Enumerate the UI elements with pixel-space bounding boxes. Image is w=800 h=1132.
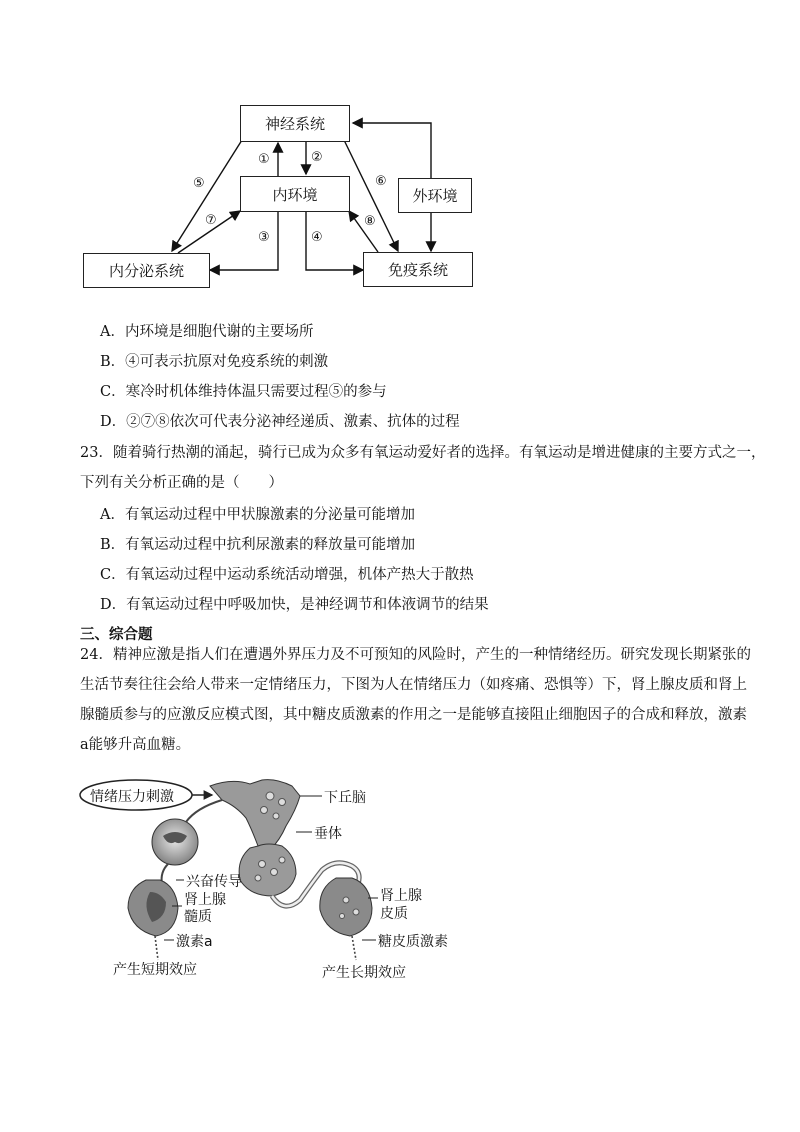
q23-stem-line1: 23．随着骑行热潮的涌起，骑行已成为众多有氧运动爱好者的选择。有氧运动是增进健康的主要方式之一，	[80, 445, 766, 461]
q24-line1: 24．精神应激是指人们在遭遇外界压力及不可预知的风险时，产生的一种情绪经历。研究发现长期紧张的	[80, 647, 751, 663]
q23-option-a: A．有氧运动过程中甲状腺激素的分泌量可能增加	[100, 507, 415, 523]
q23-option-c: C．有氧运动过程中运动系统活动增强，机体产热大于散热	[100, 567, 474, 583]
glucocorticoid-label: 糖皮质激素	[378, 934, 448, 950]
q22-option-d: D．②⑦⑧依次可代表分泌神经递质、激素、抗体的过程	[100, 414, 460, 430]
q24-line3: 腺髓质参与的应激反应模式图，其中糖皮质激素的作用之一是能够直接阻止细胞因子的合成和释放，激素	[80, 707, 747, 723]
cortex-label-line1: 肾上腺	[380, 888, 422, 904]
node-nervous-system: 神经系统	[240, 105, 350, 142]
label-4: ④	[311, 230, 323, 245]
node-immune-system: 免疫系统	[363, 252, 473, 287]
q22-option-c: C．寒冷时机体维持体温只需要过程⑤的参与	[100, 384, 387, 400]
label-7: ⑦	[205, 213, 217, 228]
stimulus-label: 情绪压力刺激	[90, 789, 174, 805]
short-effect-label: 产生短期效应	[113, 962, 197, 978]
label-2: ②	[311, 150, 323, 165]
label-1: ①	[258, 152, 270, 167]
label-8: ⑧	[364, 214, 376, 229]
label-3: ③	[258, 230, 270, 245]
pituitary-label: 垂体	[314, 826, 342, 842]
node-internal-environment: 内环境	[240, 176, 350, 212]
node-external-environment: 外环境	[398, 178, 472, 213]
medulla-label-line2: 髓质	[184, 909, 212, 925]
q22-option-a: A．内环境是细胞代谢的主要场所	[100, 324, 314, 340]
q24-line2: 生活节奏往往会给人带来一定情绪压力，下图为人在情绪压力（如疼痛、恐惧等）下，肾上腺皮质和肾上	[80, 677, 747, 693]
hormone-a-label: 激素a	[176, 934, 213, 950]
hypothalamus-label: 下丘脑	[324, 790, 366, 806]
medulla-label-line1: 肾上腺	[184, 892, 226, 908]
long-effect-label: 产生长期效应	[322, 965, 406, 981]
node-endocrine-system: 内分泌系统	[83, 253, 210, 288]
section-title: 三、综合题	[80, 627, 153, 643]
cortex-label-line2: 皮质	[380, 906, 408, 922]
q24-line4: a能够升高血糖。	[80, 737, 191, 753]
label-6: ⑥	[375, 174, 387, 189]
q23-option-d: D．有氧运动过程中呼吸加快，是神经调节和体液调节的结果	[100, 597, 489, 613]
q22-option-b: B．④可表示抗原对免疫系统的刺激	[100, 354, 329, 370]
q23-option-b: B．有氧运动过程中抗利尿激素的释放量可能增加	[100, 537, 416, 553]
q23-stem-line2: 下列有关分析正确的是（ ）	[80, 475, 283, 491]
label-5: ⑤	[193, 176, 205, 191]
excitation-label: 兴奋传导	[186, 874, 242, 890]
